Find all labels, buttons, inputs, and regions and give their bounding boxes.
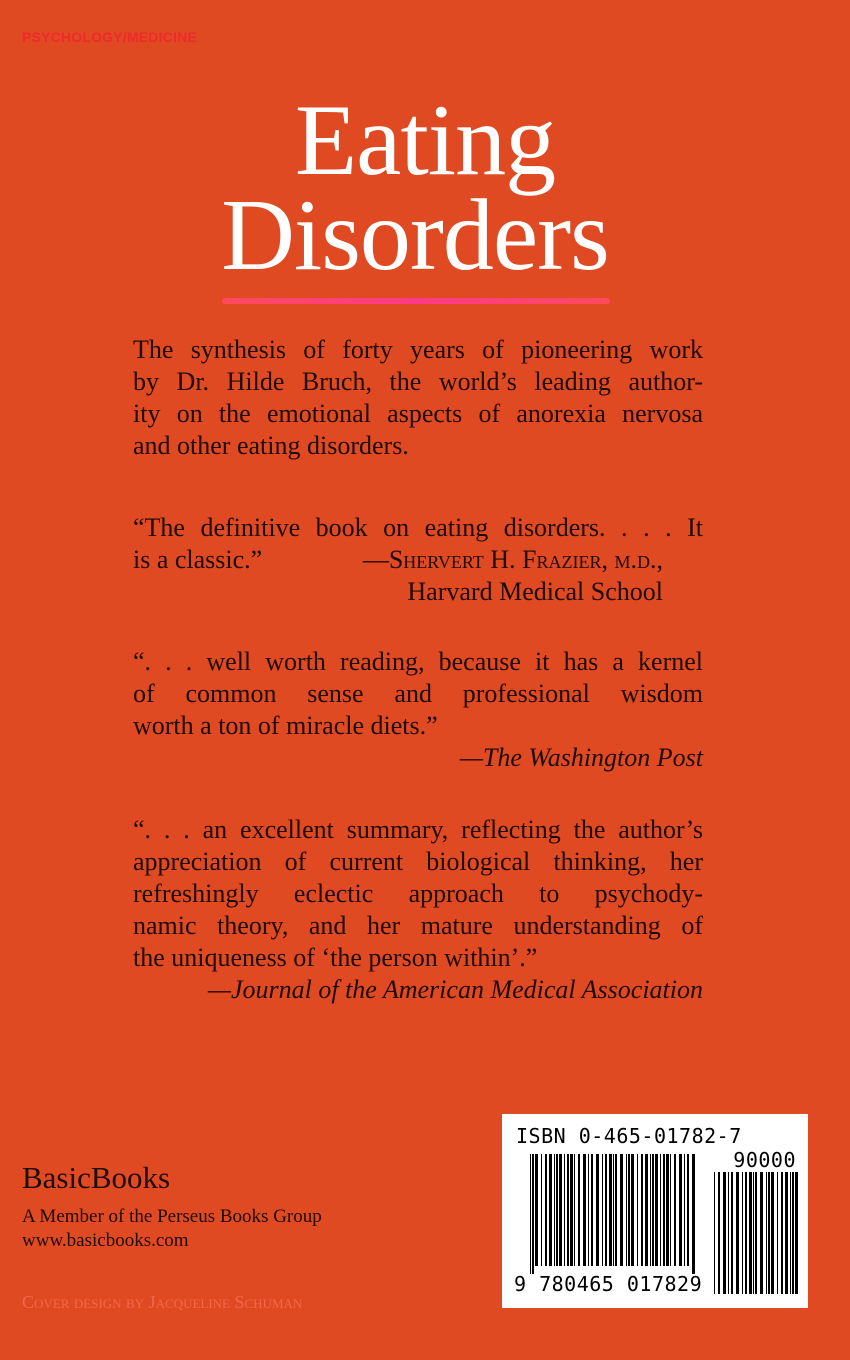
description <box>133 334 703 462</box>
barcode-bar <box>613 1154 614 1266</box>
barcode-bar <box>596 1154 599 1266</box>
quote-line: worth a ton of miracle diets.” <box>133 711 438 740</box>
quote-line: the uniqueness of ‘the person within’.” <box>133 943 538 972</box>
review-quote-1 <box>133 512 703 608</box>
barcode-bar <box>609 1154 612 1266</box>
barcode-bar <box>554 1154 555 1266</box>
barcode-panel <box>502 1114 808 1308</box>
barcode-bar <box>674 1154 676 1266</box>
quote-line: “The definitive book on eating disorders. . . . It <box>133 513 703 542</box>
barcode-bar <box>535 1154 538 1266</box>
review-quote-2 <box>133 646 703 774</box>
barcode-bar <box>785 1172 788 1294</box>
barcode-bar <box>650 1154 651 1266</box>
review-quote-3 <box>133 814 703 1006</box>
barcode-bar <box>714 1172 715 1294</box>
quote-line: “. . . well worth reading, because it has a kernel <box>133 647 703 676</box>
barcode-bar <box>795 1172 798 1294</box>
barcode-bar <box>777 1172 778 1294</box>
barcode-bar <box>567 1154 569 1266</box>
barcode-bar <box>615 1154 617 1266</box>
barcode-bar <box>736 1172 739 1294</box>
quote-line: appreciation of current biological thinking, her <box>133 847 703 876</box>
barcode-bar <box>781 1172 783 1294</box>
description-line: and other eating disorders. <box>133 431 409 460</box>
title-line-2: Disorders <box>221 179 609 292</box>
title-line-1: Eating <box>294 84 556 197</box>
barcode-bar <box>670 1154 671 1266</box>
barcode-bar <box>591 1154 593 1266</box>
quote-attribution: —The Washington Post <box>459 743 703 772</box>
barcode-bar <box>628 1154 630 1266</box>
quote-attribution: —Shervert H. Frazier, m.d., <box>362 545 663 574</box>
description-line: by Dr. Hilde Bruch, the world’s leading author- <box>133 367 703 396</box>
barcode-bar <box>742 1172 743 1294</box>
barcode-bar <box>570 1154 573 1266</box>
barcode-bar <box>574 1154 575 1266</box>
barcode-bar <box>692 1154 695 1274</box>
barcode-bar <box>578 1154 580 1266</box>
barcode-bar <box>549 1154 552 1266</box>
barcode-bar <box>602 1154 603 1266</box>
addon-barcode-bars <box>714 1172 798 1294</box>
barcode-bar <box>541 1154 542 1266</box>
publisher-name: BasicBooks <box>22 1160 171 1195</box>
barcode-bar <box>663 1154 665 1266</box>
price-code: 90000 <box>733 1148 796 1172</box>
barcode-bar <box>556 1154 558 1266</box>
isbn-number: ISBN 0-465-01782-7 <box>516 1124 742 1148</box>
quote-line: is a classic.” <box>133 545 263 574</box>
barcode-bar <box>790 1172 791 1294</box>
barcode-bar <box>645 1154 648 1266</box>
description-line: ity on the emotional aspects of anorexia nervosa <box>133 399 703 428</box>
barcode-bar <box>660 1154 661 1266</box>
barcode-bar <box>792 1172 794 1294</box>
barcode-bar <box>718 1172 720 1294</box>
barcode-bar <box>605 1154 607 1266</box>
barcode-bar <box>771 1172 774 1294</box>
barcode-bar <box>588 1154 589 1266</box>
barcode-bar <box>749 1172 752 1294</box>
barcode-bar <box>583 1154 586 1266</box>
category-label: PSYCHOLOGY/MEDICINE <box>22 29 197 45</box>
quote-line: refreshingly eclectic approach to psychody- <box>133 879 703 908</box>
description-line: The synthesis of forty years of pioneering work <box>133 335 703 364</box>
barcode-bar <box>631 1154 634 1266</box>
quote-line: of common sense and professional wisdom <box>133 679 703 708</box>
ean-number: 9 780465 017829 <box>514 1272 703 1296</box>
barcode-bar <box>745 1172 747 1294</box>
barcode-bar <box>559 1154 562 1266</box>
publisher-member-line: A Member of the Perseus Books Group <box>22 1206 322 1227</box>
barcode-bar <box>641 1154 643 1266</box>
barcode-bar <box>684 1154 685 1266</box>
quote-affiliation: Harvard Medical School <box>407 577 663 606</box>
barcode-bar <box>753 1172 754 1294</box>
barcode-bar <box>637 1154 638 1266</box>
barcode-bar <box>620 1154 623 1266</box>
barcode-bar <box>564 1154 565 1266</box>
barcode-bar <box>760 1172 763 1294</box>
barcode-bar <box>731 1172 733 1294</box>
barcode-bar <box>687 1154 689 1266</box>
barcode-bar <box>666 1154 669 1266</box>
ean-barcode-bars <box>530 1154 695 1274</box>
barcode-bar <box>532 1154 534 1274</box>
barcode-bar <box>723 1172 726 1294</box>
barcode-bar <box>530 1154 531 1274</box>
barcode-bar <box>626 1154 627 1266</box>
barcode-bar <box>655 1154 658 1266</box>
barcode-bar <box>545 1154 547 1266</box>
barcode-bar <box>679 1154 682 1266</box>
barcode-bar <box>728 1172 729 1294</box>
barcode-bar <box>755 1172 757 1294</box>
quote-line: “. . . an excellent summary, reflecting the author’s <box>133 815 703 844</box>
cover-design-credit: Cover design by Jacqueline Schuman <box>22 1292 303 1312</box>
title-underline <box>222 298 610 304</box>
barcode-bar <box>766 1172 767 1294</box>
barcode-bar <box>652 1154 654 1266</box>
quote-line: namic theory, and her mature understanding of <box>133 911 703 940</box>
quote-attribution: —Journal of the American Medical Association <box>207 975 703 1004</box>
publisher-url: www.basicbooks.com <box>22 1230 189 1251</box>
barcode-bar <box>768 1172 770 1294</box>
